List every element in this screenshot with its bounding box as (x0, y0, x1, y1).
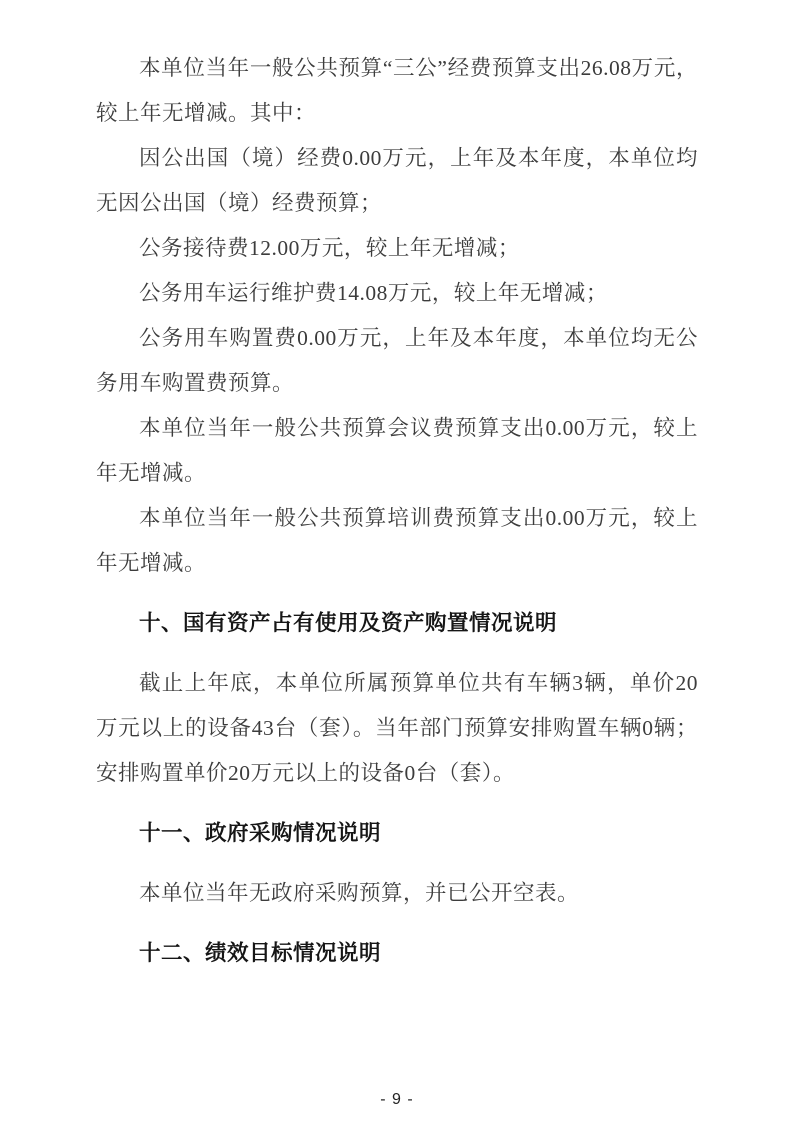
paragraph-three-public-total: 本单位当年一般公共预算“三公”经费预算支出26.08万元，较上年无增减。其中： (96, 56, 698, 125)
paragraph-government-procurement-detail: 本单位当年无政府采购预算，并已公开空表。 (139, 881, 580, 905)
section-heading-state-assets: 十、国有资产占有使用及资产购置情况说明 (139, 611, 558, 635)
paragraph-vehicle-maintenance-expense: 公务用车运行维护费14.08万元，较上年无增减； (139, 281, 608, 305)
section-heading-government-procurement: 十一、政府采购情况说明 (139, 821, 382, 845)
paragraph-training-expense: 本单位当年一般公共预算培训费预算支出0.00万元，较上年无增减。 (96, 506, 698, 575)
paragraph-reception-expense: 公务接待费12.00万元，较上年无增减； (139, 236, 520, 260)
paragraph-state-assets-detail: 截止上年底，本单位所属预算单位共有车辆3辆，单价20万元以上的设备43台（套）。当年部门预算安排购置车辆0辆；安排购置单价20万元以上的设备0台（套）。 (96, 671, 698, 785)
section-heading-performance-targets: 十二、绩效目标情况说明 (139, 941, 382, 965)
paragraph-vehicle-purchase-expense: 公务用车购置费0.00万元，上年及本年度，本单位均无公务用车购置费预算。 (96, 326, 698, 395)
paragraph-meeting-expense: 本单位当年一般公共预算会议费预算支出0.00万元，较上年无增减。 (96, 416, 698, 485)
paragraph-abroad-expense: 因公出国（境）经费0.00万元，上年及本年度，本单位均无因公出国（境）经费预算； (96, 146, 698, 215)
page-number: - 9 - (380, 1091, 414, 1108)
document-body (96, 46, 698, 976)
